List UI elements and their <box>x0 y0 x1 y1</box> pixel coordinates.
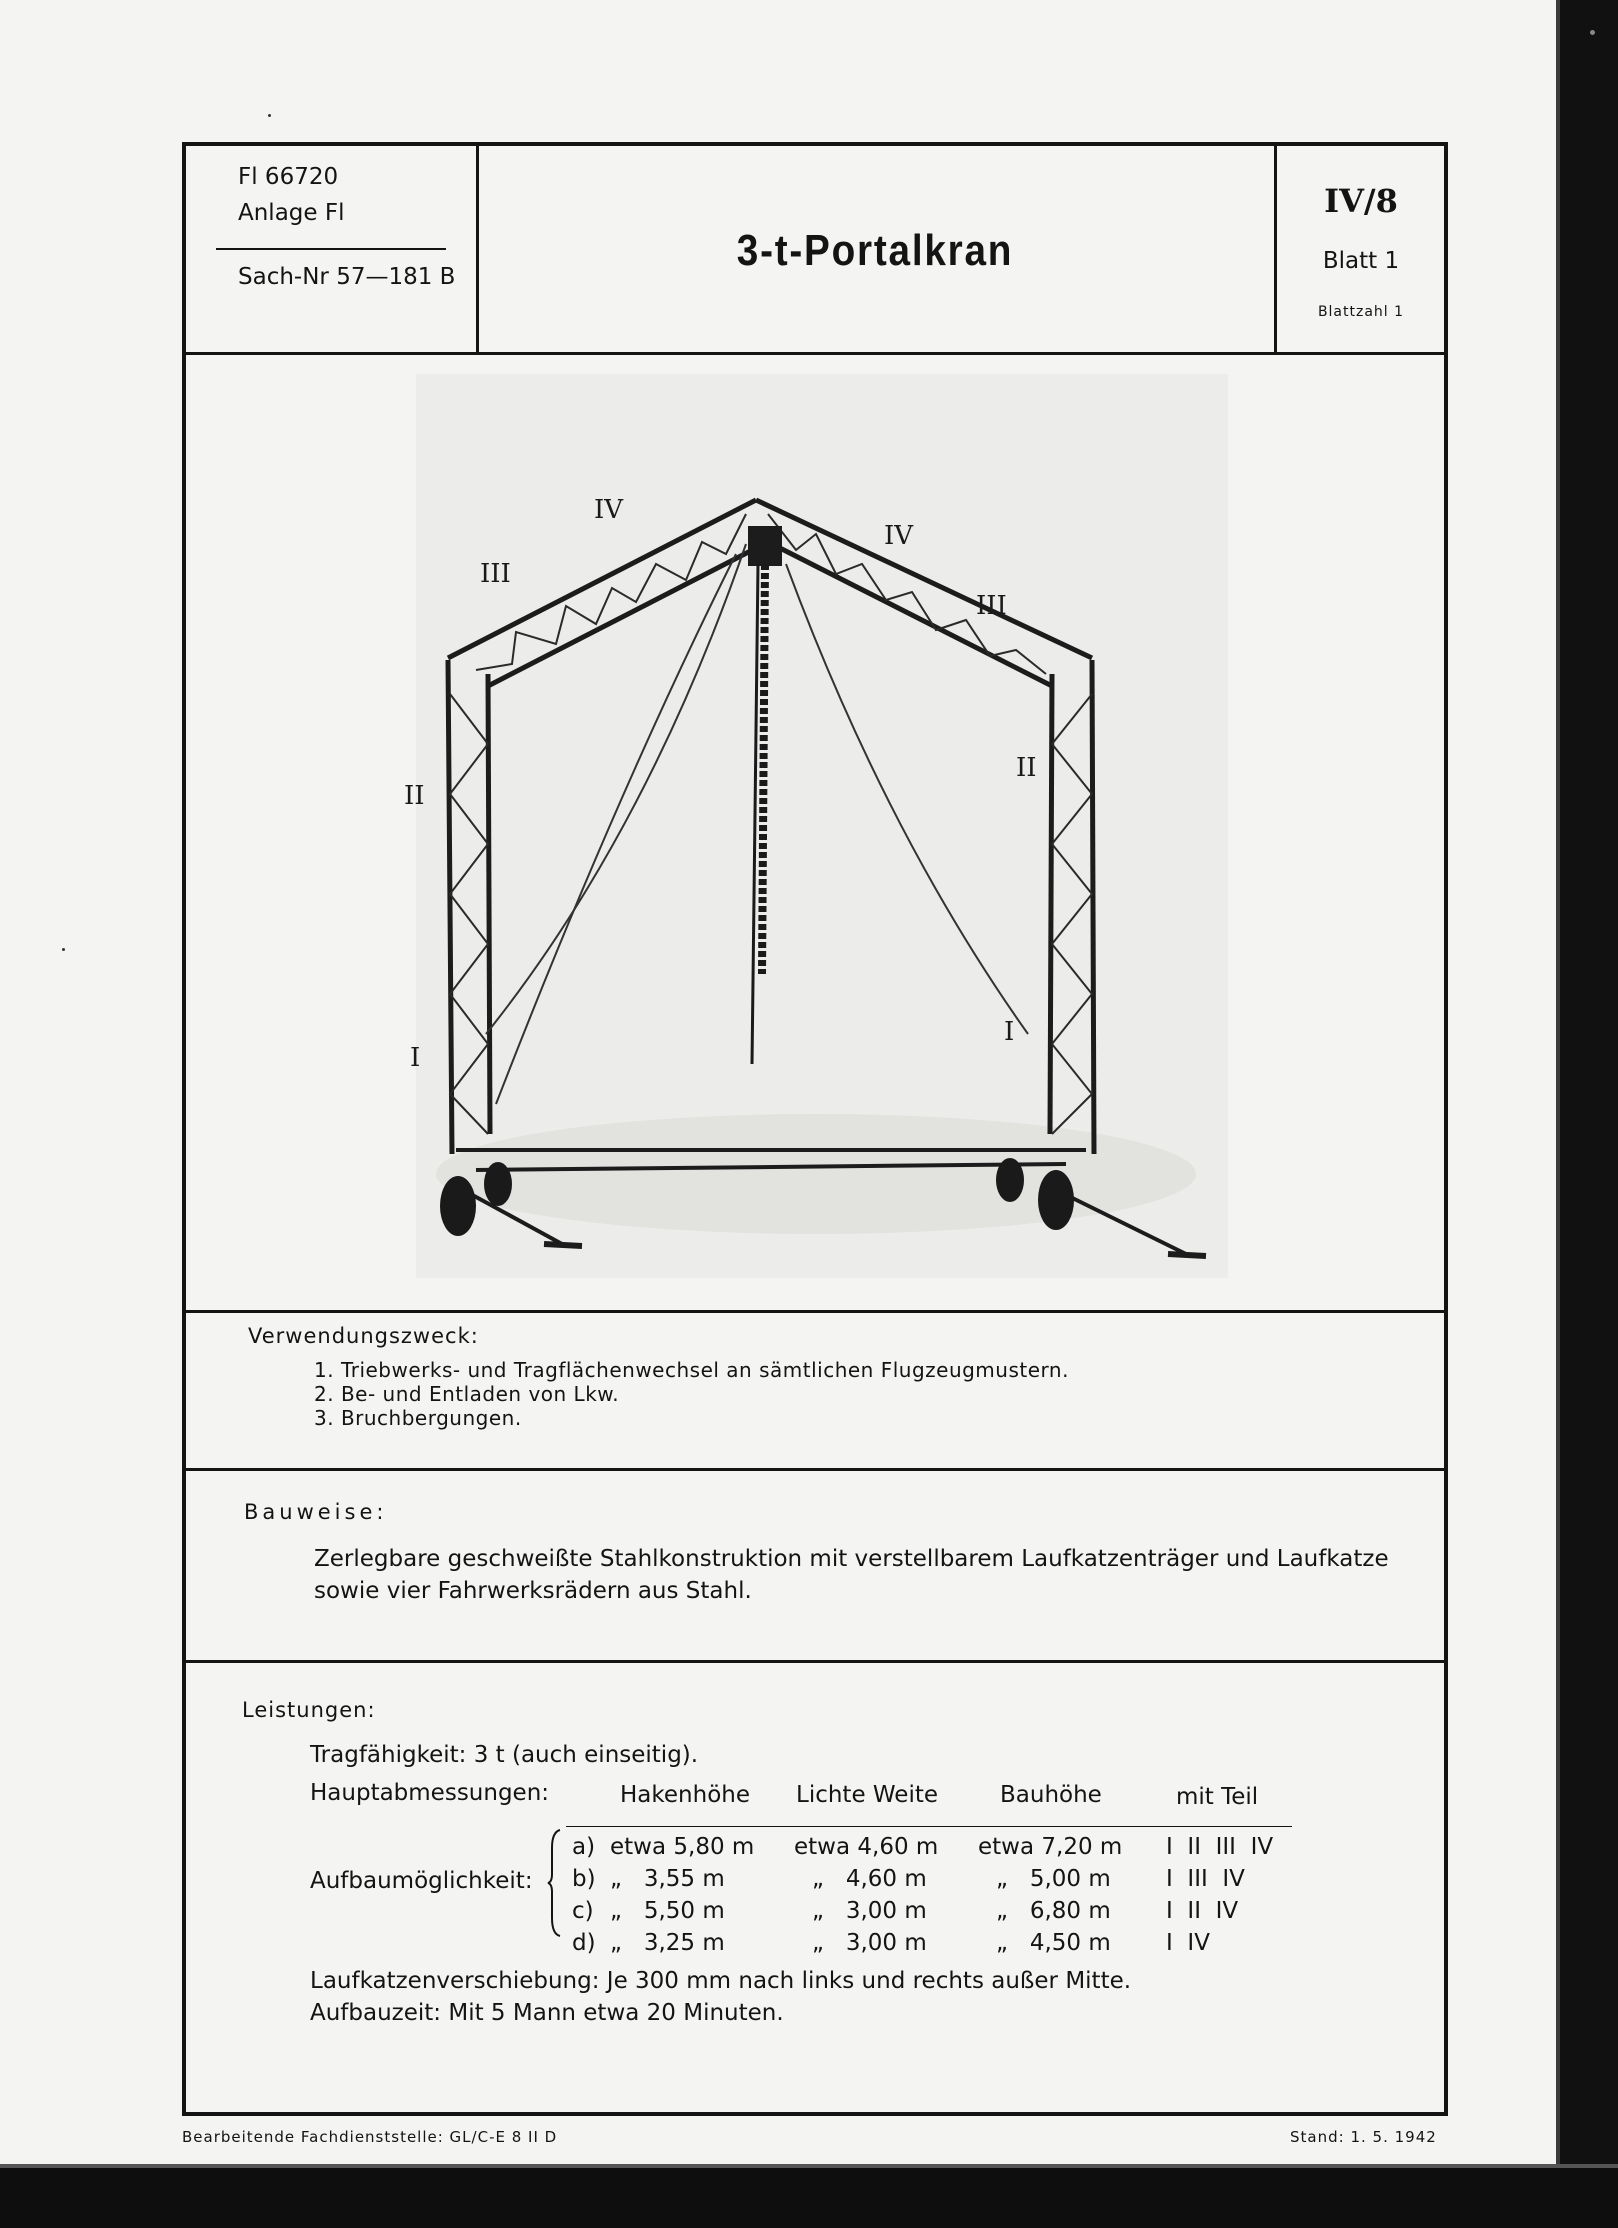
dust-speck <box>268 114 271 117</box>
cell-lichte-weite: „ 3,00 m <box>812 1898 927 1924</box>
cell-lichte-weite: „ 3,00 m <box>812 1930 927 1956</box>
col-header-bauhoehe: Bauhöhe <box>1000 1782 1102 1808</box>
dust-speck <box>62 948 65 951</box>
cell-hakenhoehe: „ 3,25 m <box>610 1930 725 1956</box>
sheet-code: IV/8 <box>1324 182 1398 220</box>
anlage-label: Anlage Fl <box>238 200 345 226</box>
row-key: c) <box>572 1898 594 1924</box>
cell-bauhoehe: „ 5,00 m <box>996 1866 1111 1892</box>
hauptabmessungen-label: Hauptabmessungen: <box>310 1780 550 1806</box>
part-label-right-2: II <box>1016 753 1037 783</box>
verwendungszweck-item: 1. Triebwerks- und Tragflächenwechsel an sämtlichen Flugzeugmustern. <box>314 1358 1069 1382</box>
col-header-hakenhoehe: Hakenhöhe <box>620 1782 750 1808</box>
bauweise-line: sowie vier Fahrwerksrädern aus Stahl. <box>314 1578 752 1604</box>
bauweise-line: Zerlegbare geschweißte Stahlkonstruktion mit verstellbarem Laufkatzenträger und Laufkatze <box>314 1546 1389 1572</box>
blattzahl: Blattzahl 1 <box>1317 304 1405 320</box>
cell-mit-teil: I III IV <box>1166 1866 1245 1892</box>
part-label-right-3: III <box>976 591 1007 621</box>
table-header-rule <box>566 1826 1292 1827</box>
tragfaehigkeit-line: Tragfähigkeit: 3 t (auch einseitig). <box>310 1742 699 1768</box>
document-title: 3-t-Portalkran <box>736 226 1014 275</box>
photo-floor-shadow <box>436 1114 1196 1234</box>
row-key: a) <box>572 1834 596 1860</box>
cell-lichte-weite: „ 4,60 m <box>812 1866 927 1892</box>
brace-icon <box>548 1828 562 1938</box>
part-label-left-1: I <box>410 1043 421 1073</box>
cell-mit-teil: I IV <box>1166 1930 1210 1956</box>
col-header-lichte-weite: Lichte Weite <box>796 1782 939 1808</box>
cell-hakenhoehe: etwa 5,80 m <box>610 1834 755 1860</box>
cell-hakenhoehe: „ 3,55 m <box>610 1866 725 1892</box>
verwendungszweck-item: 2. Be- und Entladen von Lkw. <box>314 1382 620 1406</box>
section-rule-2 <box>186 1468 1444 1471</box>
sach-nr: Sach-Nr 57—181 B <box>238 264 456 290</box>
cell-mit-teil: I II IV <box>1166 1898 1239 1924</box>
verwendungszweck-heading: Verwendungszweck: <box>248 1324 479 1348</box>
part-label-right-4: IV <box>884 521 914 551</box>
verwendungszweck-item: 3. Bruchbergungen. <box>314 1406 522 1430</box>
row-key: b) <box>572 1866 596 1892</box>
cell-bauhoehe: „ 6,80 m <box>996 1898 1111 1924</box>
header-inner-rule <box>216 248 446 250</box>
footer-stand: Stand: 1. 5. 1942 <box>1290 2128 1437 2146</box>
part-label-left-2: II <box>404 781 425 811</box>
row-key: d) <box>572 1930 596 1956</box>
laufkatzenverschiebung-line: Laufkatzenverschiebung: Je 300 mm nach links und rechts außer Mitte. <box>310 1968 1132 1994</box>
bauweise-heading: Bauweise: <box>244 1500 388 1524</box>
header-bottom-rule <box>186 352 1444 355</box>
scan-border-right <box>1560 0 1618 2228</box>
section-rule-3 <box>186 1660 1444 1663</box>
aufbau-label: Aufbaumöglichkeit: <box>310 1868 533 1894</box>
part-label-right-1: I <box>1004 1017 1015 1047</box>
cell-bauhoehe: „ 4,50 m <box>996 1930 1111 1956</box>
scan-border-bottom <box>0 2168 1618 2228</box>
col-header-mit-teil: mit Teil <box>1176 1784 1259 1810</box>
cell-hakenhoehe: „ 5,50 m <box>610 1898 725 1924</box>
document-sheet <box>182 142 1448 2116</box>
cell-lichte-weite: etwa 4,60 m <box>794 1834 939 1860</box>
dust-speck <box>1590 30 1595 35</box>
part-label-left-4: IV <box>594 495 624 525</box>
aufbauzeit-line: Aufbauzeit: Mit 5 Mann etwa 20 Minuten. <box>310 2000 784 2026</box>
header-left-divider <box>476 146 479 352</box>
crane-photo <box>404 374 1228 1278</box>
blatt-number: Blatt 1 <box>1322 248 1400 274</box>
fl-number: Fl 66720 <box>238 164 339 190</box>
hoist-block <box>748 526 782 566</box>
footer-fachdienststelle: Bearbeitende Fachdienststelle: GL/C-E 8 II D <box>182 2128 558 2146</box>
cell-bauhoehe: etwa 7,20 m <box>978 1834 1123 1860</box>
section-rule-1 <box>186 1310 1444 1313</box>
cell-mit-teil: I II III IV <box>1166 1834 1274 1860</box>
part-label-left-3: III <box>480 559 511 589</box>
leistungen-heading: Leistungen: <box>242 1698 376 1722</box>
